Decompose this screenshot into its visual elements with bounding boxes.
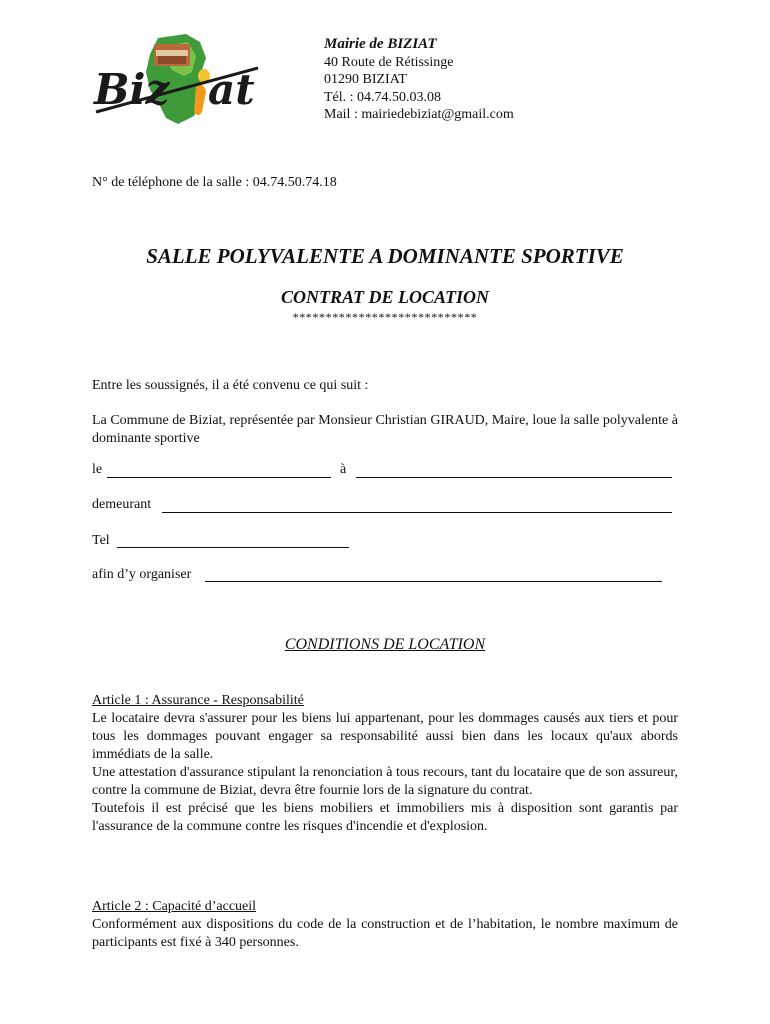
field-label-le: le — [92, 462, 103, 477]
article-1 — [92, 692, 678, 836]
article-2 — [92, 898, 678, 952]
stars-divider: **************************** — [292, 310, 478, 324]
article-2-title: Article 2 : Capacité d’accueil — [92, 899, 257, 914]
document-title: SALLE POLYVALENTE A DOMINANTE SPORTIVE — [146, 244, 624, 268]
commune-text: La Commune de Biziat, représentée par Monsieur Christian GIRAUD, Maire, loue la salle polyvalente à dominante sportive — [92, 413, 678, 446]
field-tel-line[interactable] — [117, 547, 349, 548]
address-line-1: 40 Route de Rétissinge — [324, 54, 454, 70]
article-1-paragraph-2: Une attestation d'assurance stipulant la renonciation à tous recours, tant du locataire que de son assureur, contre la commune de Biziat, devra être fournie lors de la signature du contrat. — [92, 765, 678, 798]
mairie-phone: Tél. : 04.74.50.03.08 — [324, 89, 442, 105]
field-label-tel: Tel — [92, 533, 110, 548]
document-subtitle: CONTRAT DE LOCATION — [280, 287, 490, 307]
article-2-paragraph-1: Conformément aux dispositions du code de la construction et de l’habitation, le nombre maximum de participants est fixé à 340 personnes. — [92, 917, 678, 950]
article-1-paragraph-1: Le locataire devra s'assurer pour les biens lui appartenant, pour les dommages causés aux tiers et pour tous les dommages pouvant engager sa responsabilité aussi bien dans les locaux qu'aux abords immédiats de la salle. — [92, 711, 678, 762]
salle-phone: N° de téléphone de la salle : 04.74.50.74.18 — [92, 175, 337, 190]
field-demeurant-line[interactable] — [162, 512, 672, 513]
field-label-demeurant: demeurant — [92, 497, 152, 512]
field-afin-line[interactable] — [205, 581, 662, 582]
article-1-title: Article 1 : Assurance - Responsabilité — [92, 693, 304, 708]
address-line-2: 01290 BIZIAT — [324, 72, 407, 87]
field-label-a: à — [340, 462, 347, 477]
field-date-line[interactable] — [107, 477, 331, 478]
svg-text:Biz: Biz — [94, 65, 170, 114]
mairie-address-block — [324, 36, 514, 124]
mairie-email: Mail : mairiedebiziat@gmail.com — [324, 107, 514, 122]
article-1-paragraph-3: Toutefois il est précisé que les biens mobiliers et immobiliers mis à disposition sont garantis par l'assurance de la commune contre les risques d'incendie et d'explosion. — [92, 801, 678, 834]
mairie-name: Mairie de BIZIAT — [324, 36, 437, 52]
svg-text:at: at — [208, 65, 255, 114]
field-label-afin: afin d’y organiser — [92, 567, 192, 582]
intro-text: Entre les soussignés, il a été convenu ce qui suit : — [92, 378, 369, 393]
biziat-logo — [88, 32, 270, 128]
field-a-line[interactable] — [356, 477, 672, 478]
conditions-title: CONDITIONS DE LOCATION — [284, 636, 486, 653]
